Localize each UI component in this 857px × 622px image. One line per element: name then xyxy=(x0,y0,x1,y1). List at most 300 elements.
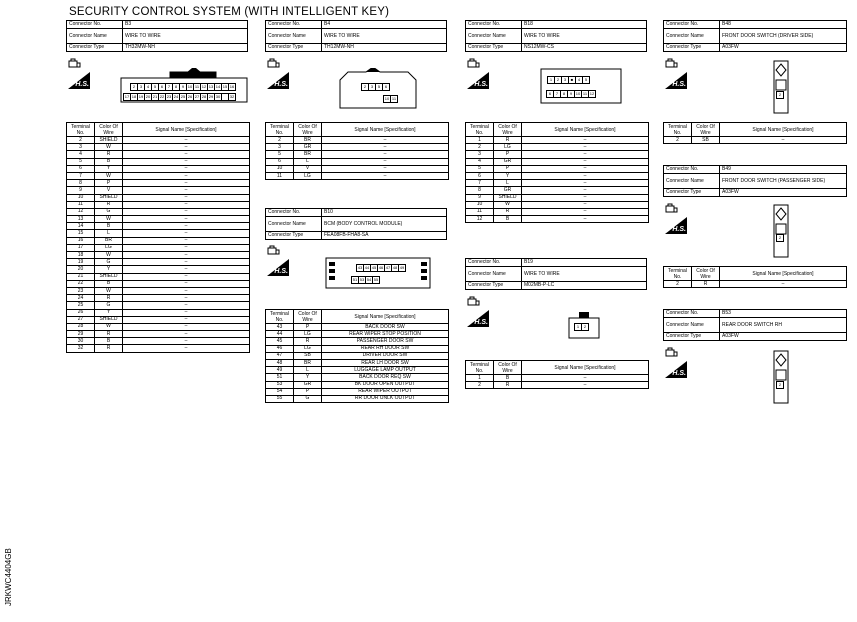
signal-name-cell: – xyxy=(522,382,649,389)
table-row xyxy=(266,338,449,345)
harness-side-icon xyxy=(267,245,289,276)
terminal-no-cell: 13 xyxy=(67,216,95,223)
terminal-no-cell: 25 xyxy=(67,302,95,309)
signal-name-cell: – xyxy=(123,172,250,179)
signal-name-cell: – xyxy=(522,201,649,208)
pin-cell: 4 xyxy=(144,83,152,91)
terminal-no-cell: 11 xyxy=(67,201,95,208)
table-row xyxy=(664,137,847,144)
pin-cell: 47 xyxy=(385,265,391,270)
wire-color-cell: GR xyxy=(294,381,322,388)
connector-b49-pins xyxy=(777,234,784,242)
signal-name-cell: – xyxy=(522,180,649,187)
signal-name-cell: – xyxy=(123,316,250,323)
terminal-no-cell: 9 xyxy=(67,187,95,194)
wire-color-cell: SHIELD xyxy=(95,137,123,144)
header-signal-name: Signal Name [Specification] xyxy=(522,361,649,375)
terminal-no-cell: 22 xyxy=(67,280,95,287)
wire-color-cell: W xyxy=(95,287,123,294)
table-row xyxy=(67,273,250,280)
terminal-no-cell: 7 xyxy=(67,172,95,179)
pin-cell: 2 xyxy=(581,323,589,331)
table-row xyxy=(67,194,250,201)
pin-cell: 12 xyxy=(589,91,595,96)
terminal-no-cell: 8 xyxy=(67,180,95,187)
wire-color-cell: GR xyxy=(494,158,522,165)
connector-b18-pins-top xyxy=(548,76,590,84)
signal-name-cell: REAR WIPER OUTPUT xyxy=(322,388,449,395)
table-row xyxy=(466,165,649,172)
terminal-no-cell: 46 xyxy=(266,345,294,352)
wire-color-cell: P xyxy=(494,151,522,158)
signal-name-cell: – xyxy=(123,158,250,165)
pin-cell: 1 xyxy=(574,323,582,331)
signal-name-cell: – xyxy=(123,295,250,302)
signal-name-cell: – xyxy=(322,144,449,151)
label-connector-type: Connector Type xyxy=(664,189,720,197)
signal-name-cell: – xyxy=(123,309,250,316)
wire-color-cell: R xyxy=(95,151,123,158)
connector-no: B3 xyxy=(123,21,248,29)
hs-label: H.S. xyxy=(474,81,488,88)
signal-name-cell: – xyxy=(522,375,649,382)
pin-cell: 29 xyxy=(208,94,214,99)
signal-name-cell: BACK DOOR REQ SW xyxy=(322,374,449,381)
connector-b19-info xyxy=(465,258,647,290)
pin-cell: 2 xyxy=(776,381,784,389)
pin-cell: 5 xyxy=(375,83,383,91)
terminal-no-cell: 11 xyxy=(266,172,294,179)
pin-cell: 28 xyxy=(201,94,207,99)
label-connector-no: Connector No. xyxy=(67,21,123,29)
connector-name: FRONT DOOR SWITCH (PASSENGER SIDE) xyxy=(720,174,847,189)
label-connector-name: Connector Name xyxy=(664,174,720,189)
table-row xyxy=(67,280,250,287)
pin-cell: 22 xyxy=(159,94,165,99)
connector-name: BCM (BODY CONTROL MODULE) xyxy=(322,217,447,232)
connector-b10-face xyxy=(325,255,433,291)
label-connector-type: Connector Type xyxy=(266,44,322,52)
label-connector-type: Connector Type xyxy=(466,44,522,52)
label-connector-name: Connector Name xyxy=(466,29,522,44)
header-color-of-wire: Color Of Wire xyxy=(294,310,322,324)
signal-name-cell: – xyxy=(720,137,847,144)
terminal-no-cell: 51 xyxy=(266,374,294,381)
table-row xyxy=(67,244,250,251)
label-connector-name: Connector Name xyxy=(664,318,720,333)
table-row xyxy=(466,187,649,194)
pin-cell: 25 xyxy=(180,94,186,99)
connector-b49-face xyxy=(773,204,789,258)
terminal-no-cell: 12 xyxy=(466,216,494,223)
pin-cell: 9 xyxy=(567,90,575,98)
table-row xyxy=(266,388,449,395)
pin-cell: 43 xyxy=(357,265,363,270)
header-signal-name: Signal Name [Specification] xyxy=(322,310,449,324)
pin-cell: 12 xyxy=(201,84,207,89)
terminal-no-cell: 45 xyxy=(266,338,294,345)
connector-name: REAR DOOR SWITCH RH xyxy=(720,318,847,333)
hs-label: H.S. xyxy=(474,319,488,326)
wire-color-cell: W xyxy=(95,144,123,151)
pin-cell: 10 xyxy=(575,91,581,96)
pin-cell: 7 xyxy=(165,83,173,91)
harness-side-icon xyxy=(267,58,289,89)
wire-color-cell: B xyxy=(95,223,123,230)
table-row xyxy=(67,323,250,330)
connector-b4-pins-bottom xyxy=(384,95,398,103)
header-color-of-wire: Color Of Wire xyxy=(95,123,123,137)
pin-cell: 6 xyxy=(546,90,554,98)
terminal-no-cell: 9 xyxy=(466,194,494,201)
connector-name: WIRE TO WIRE xyxy=(522,267,647,282)
signal-name-cell: – xyxy=(123,187,250,194)
wire-color-cell: W xyxy=(95,172,123,179)
connector-no: B48 xyxy=(720,21,847,29)
signal-name-cell: – xyxy=(123,302,250,309)
terminal-no-cell: 26 xyxy=(67,309,95,316)
terminal-no-cell: 44 xyxy=(266,331,294,338)
label-connector-no: Connector No. xyxy=(664,310,720,318)
signal-name-cell: – xyxy=(123,230,250,237)
signal-name-cell: LUGGAGE LAMP OUTPUT xyxy=(322,367,449,374)
terminal-no-cell: 6 xyxy=(466,172,494,179)
connector-b48-terminal-table xyxy=(663,122,847,144)
connector-name: WIRE TO WIRE xyxy=(522,29,647,44)
table-row xyxy=(67,309,250,316)
wire-color-cell: L xyxy=(494,180,522,187)
table-row xyxy=(466,158,649,165)
terminal-no-cell: 5 xyxy=(466,165,494,172)
terminal-no-cell: 11 xyxy=(466,208,494,215)
table-row xyxy=(266,359,449,366)
signal-name-cell: DRIVER DOOR SW xyxy=(322,352,449,359)
hs-label: H.S. xyxy=(672,226,686,233)
table-row xyxy=(466,151,649,158)
connector-b3-pins-top xyxy=(131,83,236,91)
terminal-no-cell: 32 xyxy=(67,345,95,352)
connector-no: B4 xyxy=(322,21,447,29)
hs-label: H.S. xyxy=(75,81,89,88)
wire-color-cell: W xyxy=(95,323,123,330)
header-terminal-no: Terminal No. xyxy=(266,123,294,137)
pin-cell: 17 xyxy=(124,94,130,99)
table-row xyxy=(67,201,250,208)
header-color-of-wire: Color Of Wire xyxy=(494,361,522,375)
connector-b19-terminal-table xyxy=(465,360,649,389)
wire-color-cell: BR xyxy=(95,237,123,244)
pin-cell: 2 xyxy=(776,91,784,99)
table-row xyxy=(266,352,449,359)
wire-color-cell: L xyxy=(294,158,322,165)
connector-type: TH12MW-NH xyxy=(322,44,447,52)
connector-b3-pins-bottom xyxy=(124,93,236,101)
label-connector-type: Connector Type xyxy=(466,282,522,290)
terminal-no-cell: 48 xyxy=(266,359,294,366)
wire-color-cell: V xyxy=(95,187,123,194)
connector-b48-info xyxy=(663,20,847,52)
connector-b18-info xyxy=(465,20,647,52)
label-connector-no: Connector No. xyxy=(266,21,322,29)
pin-cell: 46 xyxy=(378,265,384,270)
wire-color-cell: L xyxy=(95,230,123,237)
pin-cell: 13 xyxy=(208,84,214,89)
label-connector-no: Connector No. xyxy=(466,259,522,267)
terminal-no-cell: 29 xyxy=(67,331,95,338)
pin-cell: 11 xyxy=(194,84,200,89)
terminal-no-cell: 2 xyxy=(466,382,494,389)
table-row xyxy=(266,381,449,388)
pin-cell: 2 xyxy=(130,83,138,91)
signal-name-cell: RR DOOR UNLK OUTPUT xyxy=(322,395,449,402)
signal-name-cell: – xyxy=(123,201,250,208)
label-connector-no: Connector No. xyxy=(466,21,522,29)
connector-no: B19 xyxy=(522,259,647,267)
header-color-of-wire: Color Of Wire xyxy=(294,123,322,137)
pin-cell: 1 xyxy=(547,76,555,84)
terminal-no-cell: 1 xyxy=(466,375,494,382)
wire-color-cell: B xyxy=(494,216,522,223)
connector-type: TH32MW-NH xyxy=(123,44,248,52)
wire-color-cell: R xyxy=(494,382,522,389)
table-row xyxy=(67,252,250,259)
table-row xyxy=(67,338,250,345)
pin-cell: 7 xyxy=(553,90,561,98)
table-row xyxy=(466,382,649,389)
connector-b3-terminal-table xyxy=(66,122,250,353)
signal-name-cell: – xyxy=(123,280,250,287)
wire-color-cell: R xyxy=(692,281,720,288)
header-terminal-no: Terminal No. xyxy=(466,123,494,137)
wire-color-cell: BR xyxy=(294,151,322,158)
header-signal-name: Signal Name [Specification] xyxy=(123,123,250,137)
connector-type: FEA08FB-FHA8-SA xyxy=(322,232,447,240)
table-row xyxy=(67,158,250,165)
table-row xyxy=(67,230,250,237)
label-connector-name: Connector Name xyxy=(67,29,123,44)
connector-b49-terminal-table xyxy=(663,266,847,288)
wire-color-cell: G xyxy=(294,395,322,402)
table-row xyxy=(266,172,449,179)
wire-color-cell: P xyxy=(95,180,123,187)
signal-name-cell: – xyxy=(123,208,250,215)
hs-label: H.S. xyxy=(672,370,686,377)
header-signal-name: Signal Name [Specification] xyxy=(522,123,649,137)
table-row xyxy=(266,374,449,381)
table-row xyxy=(67,266,250,273)
table-row xyxy=(266,158,449,165)
connector-b18-face xyxy=(540,68,624,106)
wire-color-cell: W xyxy=(494,201,522,208)
wire-color-cell: W xyxy=(95,216,123,223)
pin-cell: 18 xyxy=(131,94,137,99)
wire-color-cell: B xyxy=(494,375,522,382)
pin-cell: 20 xyxy=(145,94,151,99)
terminal-no-cell: 2 xyxy=(466,144,494,151)
pin-cell: 14 xyxy=(215,84,221,89)
connector-name: FRONT DOOR SWITCH (DRIVER SIDE) xyxy=(720,29,847,44)
signal-name-cell: – xyxy=(123,244,250,251)
header-signal-name: Signal Name [Specification] xyxy=(720,267,847,281)
table-row xyxy=(266,144,449,151)
table-row xyxy=(67,144,250,151)
label-connector-type: Connector Type xyxy=(664,333,720,341)
label-connector-no: Connector No. xyxy=(266,209,322,217)
terminal-no-cell: 7 xyxy=(466,180,494,187)
table-row xyxy=(266,395,449,402)
table-row xyxy=(67,223,250,230)
signal-name-cell: – xyxy=(322,137,449,144)
connector-b4-pins-top xyxy=(362,83,390,91)
pin-cell: 5 xyxy=(151,83,159,91)
signal-name-cell: – xyxy=(322,151,449,158)
connector-name: WIRE TO WIRE xyxy=(123,29,248,44)
connector-b53-pins xyxy=(777,381,784,389)
terminal-no-cell: 30 xyxy=(67,338,95,345)
label-connector-no: Connector No. xyxy=(664,166,720,174)
terminal-no-cell: 24 xyxy=(67,295,95,302)
pin-cell: 11 xyxy=(582,91,588,96)
table-row xyxy=(67,259,250,266)
pin-cell: 2 xyxy=(361,83,369,91)
connector-b4-terminal-table xyxy=(265,122,449,180)
wire-color-cell: SB xyxy=(692,137,720,144)
connector-b49-info xyxy=(663,165,847,197)
label-connector-type: Connector Type xyxy=(67,44,123,52)
table-row xyxy=(466,201,649,208)
signal-name-cell: – xyxy=(123,266,250,273)
connector-b18-terminal-table xyxy=(465,122,649,223)
wire-color-cell: LG xyxy=(494,144,522,151)
label-connector-name: Connector Name xyxy=(466,267,522,282)
wire-color-cell: SHIELD xyxy=(494,194,522,201)
table-row xyxy=(67,180,250,187)
connector-type: NS12MW-CS xyxy=(522,44,647,52)
terminal-no-cell: 6 xyxy=(266,158,294,165)
wire-color-cell: G xyxy=(95,259,123,266)
pin-cell: 24 xyxy=(173,94,179,99)
terminal-no-cell: 5 xyxy=(67,158,95,165)
signal-name-cell: – xyxy=(123,259,250,266)
signal-name-cell: – xyxy=(322,172,449,179)
terminal-no-cell: 49 xyxy=(266,367,294,374)
table-row xyxy=(266,151,449,158)
connector-b10-pins-top xyxy=(357,264,406,272)
page-title: SECURITY CONTROL SYSTEM (WITH INTELLIGENT KEY) xyxy=(69,6,390,18)
terminal-no-cell: 53 xyxy=(266,381,294,388)
connector-b53-face xyxy=(773,350,789,404)
wire-color-cell: B xyxy=(95,338,123,345)
pin-cell: 9 xyxy=(179,83,187,91)
wire-color-cell: G xyxy=(95,302,123,309)
signal-name-cell: – xyxy=(123,323,250,330)
wire-color-cell: SHIELD xyxy=(95,316,123,323)
wire-color-cell: B xyxy=(95,158,123,165)
terminal-no-cell: 47 xyxy=(266,352,294,359)
table-row xyxy=(67,287,250,294)
wire-color-cell: LG xyxy=(294,172,322,179)
signal-name-cell: – xyxy=(522,216,649,223)
signal-name-cell: – xyxy=(123,287,250,294)
table-row xyxy=(466,216,649,223)
signal-name-cell: – xyxy=(522,137,649,144)
terminal-no-cell: 2 xyxy=(664,137,692,144)
signal-name-cell: – xyxy=(322,165,449,172)
wire-color-cell: Y xyxy=(294,374,322,381)
table-row xyxy=(466,172,649,179)
terminal-no-cell: 6 xyxy=(67,165,95,172)
connector-no: B18 xyxy=(522,21,647,29)
pin-cell: 4 xyxy=(575,76,583,84)
table-row xyxy=(466,144,649,151)
pin-cell: 3 xyxy=(137,83,145,91)
pin-cell: 2 xyxy=(554,76,562,84)
pin-cell: 3 xyxy=(561,76,569,84)
header-terminal-no: Terminal No. xyxy=(664,123,692,137)
table-row xyxy=(67,331,250,338)
wire-color-cell: BR xyxy=(294,137,322,144)
pin-cell: 21 xyxy=(152,94,158,99)
hs-label: H.S. xyxy=(274,268,288,275)
harness-side-icon xyxy=(68,58,90,89)
pin-cell: 10 xyxy=(384,96,390,101)
terminal-no-cell: 3 xyxy=(67,144,95,151)
pin-cell: 2 xyxy=(776,234,784,242)
terminal-no-cell: 3 xyxy=(266,144,294,151)
terminal-no-cell: 1 xyxy=(466,137,494,144)
pin-cell: 19 xyxy=(138,94,144,99)
wire-color-cell: SB xyxy=(294,352,322,359)
signal-name-cell: – xyxy=(123,331,250,338)
terminal-no-cell: 8 xyxy=(466,187,494,194)
terminal-no-cell: 12 xyxy=(67,208,95,215)
wire-color-cell: R xyxy=(95,295,123,302)
signal-name-cell: – xyxy=(522,151,649,158)
wire-color-cell: SHIELD xyxy=(95,273,123,280)
table-row xyxy=(67,208,250,215)
wire-color-cell: LG xyxy=(95,244,123,251)
signal-name-cell: – xyxy=(123,338,250,345)
wire-color-cell: R xyxy=(294,338,322,345)
wire-color-cell: R xyxy=(494,137,522,144)
pin-cell: 45 xyxy=(371,265,377,270)
terminal-no-cell: 2 xyxy=(664,281,692,288)
table-row xyxy=(466,180,649,187)
signal-name-cell: – xyxy=(123,144,250,151)
terminal-no-cell: 27 xyxy=(67,316,95,323)
connector-b10-info xyxy=(265,208,447,240)
terminal-no-cell: 16 xyxy=(67,237,95,244)
table-row xyxy=(67,316,250,323)
table-row xyxy=(266,367,449,374)
harness-side-icon xyxy=(467,58,489,89)
label-connector-type: Connector Type xyxy=(266,232,322,240)
pin-cell: 23 xyxy=(166,94,172,99)
wire-color-cell: R xyxy=(95,345,123,352)
pin-cell: 5 xyxy=(582,76,590,84)
terminal-no-cell: 2 xyxy=(266,137,294,144)
signal-name-cell: – xyxy=(522,158,649,165)
pin-cell: ■ xyxy=(568,76,576,84)
terminal-no-cell: 10 xyxy=(67,194,95,201)
terminal-no-cell: 20 xyxy=(67,266,95,273)
table-row xyxy=(67,172,250,179)
wire-color-cell: LG xyxy=(294,331,322,338)
terminal-no-cell: 21 xyxy=(67,273,95,280)
connector-type: M02MB-P-LC xyxy=(522,282,647,290)
wire-color-cell: P xyxy=(294,388,322,395)
pin-cell: 6 xyxy=(158,83,166,91)
